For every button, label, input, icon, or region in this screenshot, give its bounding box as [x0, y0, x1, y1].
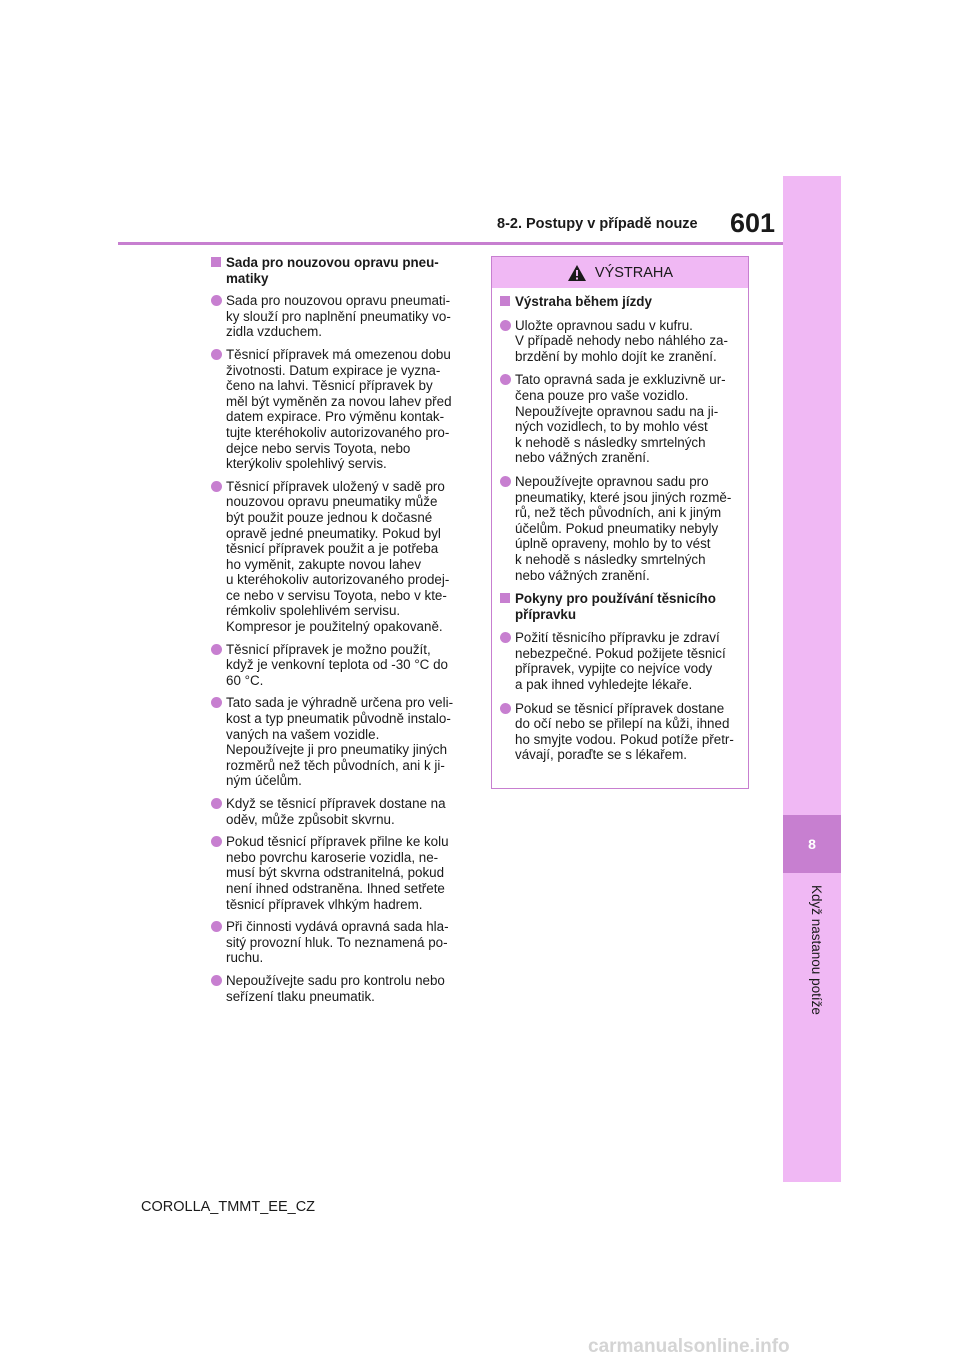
list-item — [210, 642, 468, 689]
list-item — [499, 372, 742, 466]
circle-bullet-icon — [211, 975, 222, 986]
list-item — [210, 479, 468, 635]
heading-text: Pokyny pro používání těsnicího přípravku — [515, 591, 716, 622]
chapter-title: Když nastanou potíže — [809, 885, 824, 1015]
list-item — [210, 347, 468, 472]
list-item-text: Tato opravná sada je exkluzivně ur- čena pouze pro vaše vozidlo. Nepoužívejte opravnou sadu na ji- ných vozidlech, to by mohlo vést k nehodě s následky smrtelných nebo vážných zranění. — [515, 372, 726, 466]
list-item-text: Pokud těsnicí přípravek přilne ke kolu nebo povrchu karoserie vozidla, ne- musí být skvrna odstranitelná, pokud není ihned odstraněna. Ihned setřete těsnicí přípravek vlhkým hadrem. — [226, 834, 449, 912]
warning-body — [492, 288, 748, 763]
circle-bullet-icon — [211, 295, 222, 306]
list-item — [210, 919, 468, 966]
circle-bullet-icon — [211, 921, 222, 932]
list-item-text: Při činnosti vydává opravná sada hla- sitý provozní hluk. To neznamená po- ruchu. — [226, 919, 449, 966]
list-item-text: Tato sada je výhradně určena pro veli- kost a typ pneumatik původně instalo- vaných na vašem vozidle. Nepoužívejte ji pro pneumatiky jiných rozměrů než těch původních, ani k ji- ným účelům. — [226, 695, 454, 789]
circle-bullet-icon — [211, 644, 222, 655]
warning-heading — [499, 294, 742, 310]
list-item — [210, 796, 468, 827]
list-item-text: Pokud se těsnicí přípravek dostane do očí nebo se přilepí na kůži, ihned ho smyjte vodou. Pokud potíže přetr- vávají, poraďte se s lékařem. — [515, 700, 734, 763]
heading-text: Výstraha během jízdy — [515, 294, 652, 309]
warning-heading — [499, 591, 742, 622]
circle-bullet-icon — [500, 703, 511, 714]
list-item — [210, 834, 468, 912]
list-item-text: Těsnicí přípravek má omezenou dobu životnosti. Datum expirace je vyzna- čeno na lahvi. Těsnicí přípravek by měl být vyměněn za novou lahev před datem expirace. Pro výměnu kontak- tujte kteréhokoliv autorizovaného pro- dejce nebo servis Toyota, nebo kterýkoliv spolehlivý servis. — [226, 346, 452, 472]
warning-box — [491, 256, 749, 789]
circle-bullet-icon — [500, 374, 511, 385]
circle-bullet-icon — [211, 697, 222, 708]
list-item — [499, 474, 742, 583]
list-item — [210, 293, 468, 340]
list-item-text: Těsnicí přípravek uložený v sadě pro nouzovou opravu pneumatiky může být použit pouze jednou k dočasné opravě jedné pneumatiky. Pokud byl těsnicí přípravek použit a je potřeba ho vyměnit, zakupte novou lahev u kteréhokoliv autorizovaného prodej- ce nebo v servisu Toyota, nebo v kte- rémkoliv spolehlivém servisu. Kompresor je použitelný opakovaně. — [226, 478, 450, 635]
header-divider — [118, 242, 783, 245]
warning-triangle-icon — [567, 264, 587, 282]
square-bullet-icon — [211, 257, 221, 267]
list-item-text: Když se těsnicí přípravek dostane na oděv, může způsobit skvrnu. — [226, 796, 446, 827]
circle-bullet-icon — [211, 481, 222, 492]
list-item-text: Požití těsnicího přípravku je zdraví nebezpečné. Pokud požijete těsnicí přípravek, vypijte co nejvíce vody a pak ihned vyhledejte lékaře. — [515, 630, 726, 693]
left-column — [210, 255, 468, 1011]
circle-bullet-icon — [500, 476, 511, 487]
section-title: 8-2. Postupy v případě nouze — [497, 216, 698, 232]
list-item-text: Sada pro nouzovou opravu pneumati- ky slouží pro naplnění pneumatiky vo- zidla vzduchem. — [226, 293, 451, 340]
circle-bullet-icon — [211, 349, 222, 360]
circle-bullet-icon — [500, 632, 511, 643]
list-item — [499, 630, 742, 692]
list-item — [210, 973, 468, 1004]
circle-bullet-icon — [211, 836, 222, 847]
list-item-text: Těsnicí přípravek je možno použít, když je venkovní teplota od -30 °C do 60 °C. — [226, 641, 448, 688]
page-number: 601 — [730, 208, 776, 238]
list-item-text: Uložte opravnou sadu v kufru. V případě nehody nebo náhlého za- brzdění by mohlo dojít ke zranění. — [515, 317, 728, 364]
footer-code: COROLLA_TMMT_EE_CZ — [141, 1199, 316, 1215]
list-item-text: Nepoužívejte sadu pro kontrolu nebo seřízení tlaku pneumatik. — [226, 972, 445, 1004]
chapter-number: 8 — [808, 836, 816, 852]
list-item — [499, 701, 742, 763]
chapter-number-badge — [783, 815, 841, 873]
heading-text: Sada pro nouzovou opravu pneu- matiky — [226, 255, 439, 286]
warning-header — [492, 257, 748, 288]
watermark: carmanualsonline.info — [588, 1336, 790, 1357]
square-bullet-icon — [500, 593, 510, 603]
warning-title: VÝSTRAHA — [594, 264, 674, 281]
list-item — [210, 695, 468, 789]
square-bullet-icon — [500, 296, 510, 306]
section-heading — [210, 255, 468, 286]
list-item — [499, 318, 742, 365]
circle-bullet-icon — [500, 320, 511, 331]
circle-bullet-icon — [211, 798, 222, 809]
list-item-text: Nepoužívejte opravnou sadu pro pneumatiky, které jsou jiných rozmě- rů, než těch původních, ani k jiným účelům. Pokud pneumatiky nebyly úplně opraveny, mohlo by to vést k nehodě s následky smrtelných nebo vážných zranění. — [515, 473, 732, 583]
